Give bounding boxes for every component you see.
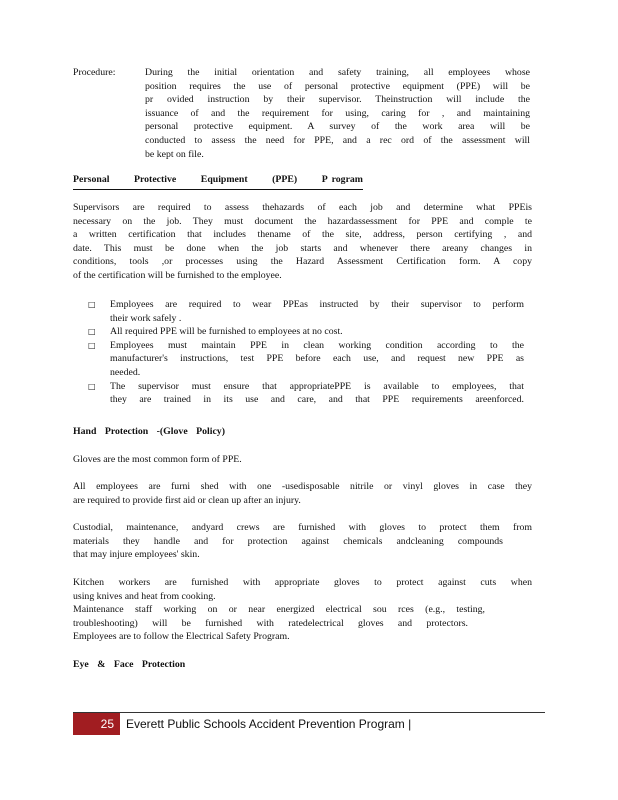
employees-gloves-paragraph [73,480,532,507]
paragraph-line: Gloves are the most common form of PPE. [73,454,242,465]
kitchen-maintenance-paragraph [73,576,532,644]
list-item [88,325,524,339]
paragraph-line: conditions, tools ,or processes using the Hazard Assessment Certification form. A copy [73,256,532,268]
heading-word: Protective [134,174,177,185]
bullet-line: All required PPE will be furnished to employees at no cost. [110,326,343,338]
hand-protection-heading: Hand Protection -(Glove Policy) [73,426,225,437]
footer-title: Everett Public Schools Accident Prevention Program | [126,717,412,731]
paragraph-line: troubleshooting) will be furnished with ratedelectrical gloves and protectors. [73,617,468,629]
bullet-line: Employees are required to wear PPEas instructed by their supervisor to perform [110,299,524,310]
paragraph-line: materials they handle and for protection against chemicals andcleaning compounds [73,535,503,547]
paragraph-line: All employees are furni shed with one -usedisposable nitrile or vinyl gloves in case they [73,481,532,492]
page-number: 25 [73,713,120,735]
procedure-line: position requires the use of personal protective equipment (PPE) will be [145,80,530,92]
paragraph-line: are required to provide first aid or clean up after an injury. [73,494,301,506]
paragraph-line: using knives and heat from cooking. [73,590,216,602]
ppe-bullet-list [88,298,524,407]
procedure-label: Procedure: [73,67,116,78]
procedure-line: pr ovided instruction by their supervisor. Theinstruction will include the [145,94,530,106]
procedure-text [145,66,530,161]
paragraph-line: Kitchen workers are furnished with appropriate gloves to protect against cuts when [73,577,532,588]
heading-word: Personal [73,174,110,185]
procedure-line: personal protective equipment. A survey of the work area will be [145,121,530,133]
bullet-line: Employees must maintain PPE in clean working condition according to the [110,339,524,351]
paragraph-line: date. This must be done when the job starts and whenever there areany changes in [73,242,532,254]
procedure-line: During the initial orientation and safety training, all employees whose [145,67,530,78]
procedure-line: issuance of and the requirement for using, caring for , and maintaining [145,107,530,119]
paragraph-line: necessary on the job. They must document the hazardassessment for PPE and comple te [73,215,532,227]
list-item [88,339,524,380]
bullet-line: manufacturer's instructions, test PPE before each use, and request new PPE as [110,353,524,365]
bullet-line: their work safely . [110,312,182,324]
bullet-line: they are trained in its use and care, and that PPE requirements areenforced. [110,394,524,406]
eye-face-protection-heading: Eye & Face Protection [73,659,186,670]
procedure-line: be kept on file. [145,148,204,160]
bullet-icon: □ [88,381,96,391]
bullet-icon: □ [88,300,96,309]
ppe-intro-paragraph [73,201,532,283]
paragraph-line: Employees are to follow the Electrical Safety Program. [73,631,290,643]
paragraph-line: that may injure employees' skin. [73,549,200,561]
bullet-line: The supervisor must ensure that appropriatePPE is available to employees, that [110,380,524,392]
heading-word: (PPE) [272,174,298,185]
paragraph-line: of the certification will be furnished to the employee. [73,269,282,281]
paragraph-line: Maintenance staff working on or near energized electrical sou rces (e.g., testing, [73,604,485,616]
gloves-paragraph [73,453,532,467]
paragraph-line: Supervisors are required to assess thehazards of each job and determine what PPEis [73,202,532,213]
procedure-line: conducted to assess the need for PPE, and a rec ord of the assessment will [145,134,530,146]
bullet-line: needed. [110,366,141,378]
paragraph-line: a written certification that includes thename of the site, address, person certifying , and [73,229,532,241]
heading-word: P rogram [321,174,363,185]
custodial-gloves-paragraph [73,521,532,562]
list-item [88,298,524,325]
paragraph-line: Custodial, maintenance, andyard crews are furnished with gloves to protect them from [73,522,532,533]
ppe-program-heading [73,173,363,190]
list-item [88,380,524,407]
bullet-icon: □ [88,340,96,350]
heading-word: Equipment [200,174,248,185]
bullet-icon: □ [88,327,96,337]
